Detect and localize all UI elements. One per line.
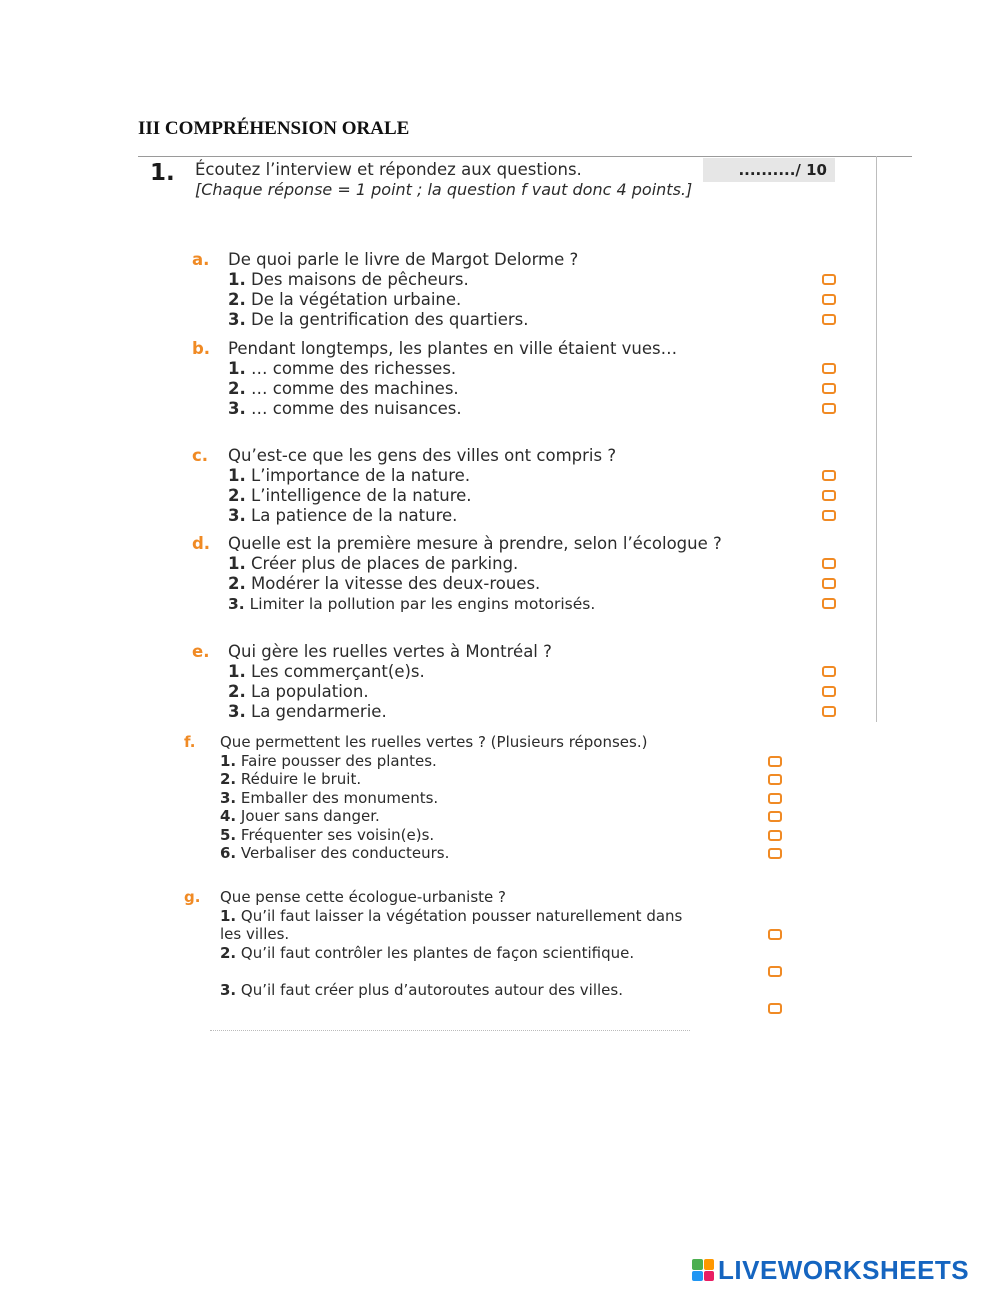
checkbox[interactable] [822,314,836,325]
answer-option: 3. La patience de la nature. [228,506,836,526]
answer-option: 1. Faire pousser des plantes. [220,752,782,771]
question-letter: d. [192,534,211,553]
checkbox[interactable] [822,510,836,521]
divider [876,156,877,722]
question-letter: g. [184,888,201,906]
exercise-scoring-note: [Chaque réponse = 1 point ; la question f vaut donc 4 points.] [195,180,693,199]
checkbox[interactable] [822,403,836,414]
answer-option: 2. Réduire le bruit. [220,770,782,789]
question-text: Que permettent les ruelles vertes ? (Plusieurs réponses.) [220,733,648,751]
question-b [192,339,836,419]
brand-logo [692,1256,969,1284]
question-c [192,446,836,526]
question-letter: b. [192,339,211,358]
question-e [192,642,836,722]
checkbox[interactable] [822,598,836,609]
checkbox[interactable] [768,811,782,822]
answer-option: 3. … comme des nuisances. [228,399,836,419]
answer-option: 1. Des maisons de pêcheurs. [228,270,836,290]
checkbox[interactable] [822,490,836,501]
checkbox[interactable] [822,383,836,394]
scan-edge-line [210,1030,690,1032]
checkbox[interactable] [768,929,782,940]
checkbox[interactable] [768,774,782,785]
brand-mark-icon [692,1259,714,1281]
question-f [184,733,782,863]
answer-option: 3. Limiter la pollution par les engins motorisés. [228,594,836,614]
checkbox[interactable] [822,558,836,569]
question-g [184,888,782,1018]
question-a [192,250,836,330]
answer-option: 4. Jouer sans danger. [220,807,782,826]
checkbox[interactable] [768,966,782,977]
answer-option: 6. Verbaliser des conducteurs. [220,844,782,863]
answer-option: 2. De la végétation urbaine. [228,290,836,310]
answer-option: 3. La gendarmerie. [228,702,836,722]
answer-option: 1. Les commerçant(e)s. [228,662,836,682]
question-letter: c. [192,446,209,465]
answer-option: 3. Emballer des monuments. [220,789,782,808]
question-text: De quoi parle le livre de Margot Delorme ? [228,250,579,269]
question-letter: a. [192,250,210,269]
answer-option: 2. La population. [228,682,836,702]
brand-mark-tile [692,1259,703,1270]
answer-option: 3. De la gentrification des quartiers. [228,310,836,330]
checkbox[interactable] [822,363,836,374]
brand-mark-tile [704,1271,715,1282]
exercise-intro [195,160,695,200]
answer-option: 2. L’intelligence de la nature. [228,486,836,506]
checkbox[interactable] [768,848,782,859]
checkbox[interactable] [822,578,836,589]
answer-option: 5. Fréquenter ses voisin(e)s. [220,826,782,845]
checkbox[interactable] [822,686,836,697]
answer-option: 1. Créer plus de places de parking. [228,554,836,574]
question-text: Que pense cette écologue-urbaniste ? [220,888,506,906]
answer-option: 1. … comme des richesses. [228,359,836,379]
checkbox[interactable] [768,756,782,767]
question-text: Qui gère les ruelles vertes à Montréal ? [228,642,552,661]
score-box: ........../ 10 [703,158,835,182]
answer-option: 1. L’importance de la nature. [228,466,836,486]
checkbox[interactable] [768,830,782,841]
checkbox[interactable] [822,294,836,305]
question-text: Pendant longtemps, les plantes en ville étaient vues… [228,339,678,358]
answer-option: 2. … comme des machines. [228,379,836,399]
exercise-number: 1. [150,160,175,186]
question-letter: e. [192,642,210,661]
answer-option: 1. Qu’il faut laisser la végétation pousser naturellement dans les villes. [220,907,782,944]
answer-option: 3. Qu’il faut créer plus d’autoroutes autour des villes. [220,981,782,1018]
brand-name: LIVEWORKSHEETS [718,1254,970,1285]
question-text: Qu’est-ce que les gens des villes ont compris ? [228,446,617,465]
checkbox[interactable] [822,666,836,677]
exercise-instruction-text: Écoutez l’interview et répondez aux questions. [195,160,582,179]
section-title: III COMPRÉHENSION ORALE [138,118,410,139]
question-text: Quelle est la première mesure à prendre, selon l’écologue ? [228,534,722,553]
checkbox[interactable] [822,274,836,285]
answer-option: 2. Modérer la vitesse des deux-roues. [228,574,836,594]
answer-option: 2. Qu’il faut contrôler les plantes de façon scientifique. [220,944,782,981]
checkbox[interactable] [768,793,782,804]
question-d [192,534,836,614]
checkbox[interactable] [768,1003,782,1014]
question-letter: f. [184,733,196,751]
brand-mark-tile [704,1259,715,1270]
checkbox[interactable] [822,706,836,717]
checkbox[interactable] [822,470,836,481]
divider [138,156,912,157]
brand-mark-tile [692,1271,703,1282]
